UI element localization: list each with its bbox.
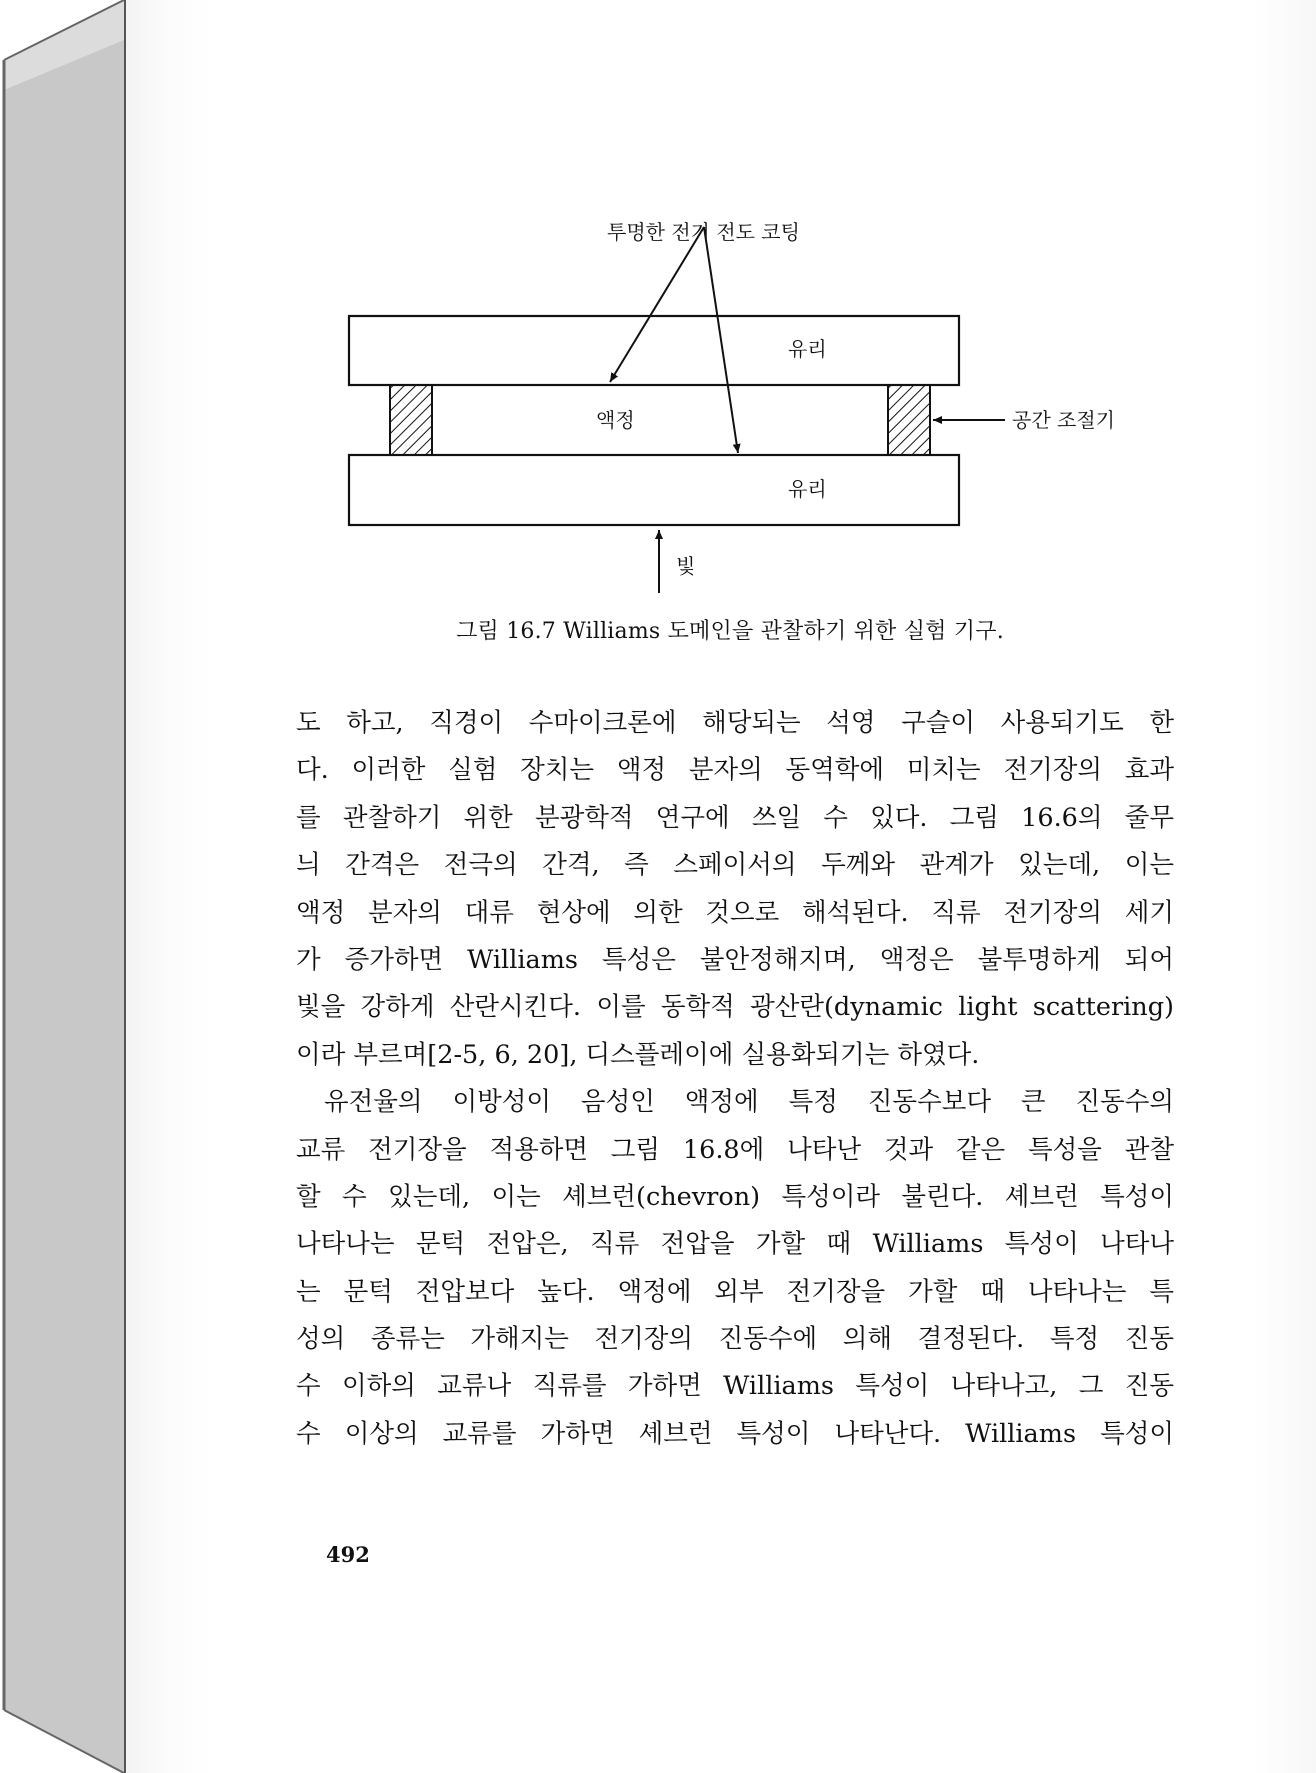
page-edge [124, 0, 126, 1773]
spacer-right [888, 385, 930, 455]
text-line: 를 관찰하기 위한 분광학적 연구에 쓰일 수 있다. 그림 16.6의 줄무 [296, 802, 1174, 833]
text-line: 할 수 있는데, 이는 셰브런(chevron) 특성이라 불린다. 셰브런 특성이 [296, 1181, 1174, 1212]
spacer-left [390, 385, 432, 455]
text-line: 성의 종류는 가해지는 전기장의 진동수에 의해 결정된다. 특정 진동 [296, 1324, 1174, 1355]
text-line: 다. 이러한 실험 장치는 액정 분자의 동역학에 미치는 전기장의 효과 [296, 755, 1174, 786]
figure-caption: 그림 16.7 Williams 도메인을 관찰하기 위한 실험 기구. [456, 619, 1004, 644]
text-line: 나타나는 문턱 전압은, 직류 전압을 가할 때 Williams 특성이 나타나 [296, 1229, 1174, 1260]
text-line: 액정 분자의 대류 현상에 의한 것으로 해석된다. 직류 전기장의 세기 [296, 897, 1174, 928]
text-line: 는 문턱 전압보다 높다. 액정에 외부 전기장을 가할 때 나타나는 특 [296, 1276, 1174, 1307]
text-line: 이라 부르며[2-5, 6, 20], 디스플레이에 실용화되기는 하였다. [296, 1039, 980, 1070]
light-label: 빛 [676, 554, 696, 578]
glass-plate-bottom [349, 455, 959, 525]
glass-plate-top [349, 316, 959, 385]
text-line: 가 증가하면 Williams 특성은 불안정해지며, 액정은 불투명하게 되어 [296, 944, 1174, 975]
text-line: 교류 전기장을 적용하면 그림 16.8에 나타난 것과 같은 특성을 관찰 [296, 1134, 1174, 1165]
body-text [296, 700, 1174, 1458]
text-line: 수 이하의 교류나 직류를 가하면 Williams 특성이 나타나고, 그 진동 [296, 1371, 1174, 1402]
glass-bottom-label: 유리 [788, 477, 827, 501]
text-line: 유전율의 이방성이 음성인 액정에 특정 진동수보다 큰 진동수의 [324, 1087, 1174, 1118]
text-line: 빛을 강하게 산란시킨다. 이를 동학적 광산란(dynamic light scattering) [296, 992, 1174, 1023]
text-line: 늬 간격은 전극의 간격, 즉 스페이서의 두께와 관계가 있는데, 이는 [296, 850, 1174, 881]
page-number: 492 [326, 1542, 370, 1567]
text-line: 도 하고, 직경이 수마이크론에 해당되는 석영 구슬이 사용되기도 한 [296, 708, 1174, 738]
text-line: 수 이상의 교류를 가하면 셰브런 특성이 나타난다. Williams 특성이 [296, 1418, 1174, 1449]
coating-label: 투명한 전기 전도 코팅 [607, 220, 800, 244]
spacer-label: 공간 조절기 [1012, 408, 1115, 432]
lc-cell-figure [290, 205, 1160, 605]
glass-top-label: 유리 [788, 337, 827, 361]
book-spine [0, 0, 130, 1773]
lc-cell-diagram [290, 205, 1160, 605]
liquid-crystal-label: 액정 [596, 408, 635, 432]
